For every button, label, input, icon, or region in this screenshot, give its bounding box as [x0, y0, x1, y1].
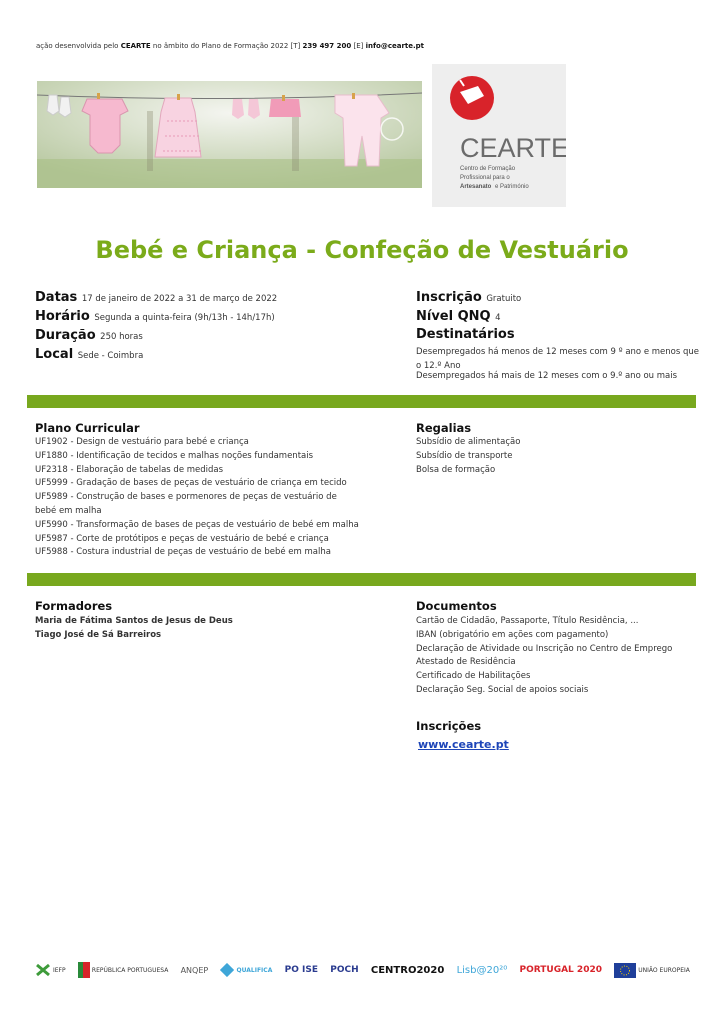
info-destinatarios-heading: Destinatários [416, 327, 515, 342]
plano-heading: Plano Curricular [35, 421, 140, 435]
eu-flag-icon [614, 963, 636, 978]
svg-text:Centro de Formação: Centro de Formação [460, 166, 516, 172]
divider-bar [27, 395, 696, 408]
documentos-list [416, 615, 706, 698]
iefp-icon [35, 963, 51, 977]
partner-ue: UNIÃO EUROPEIA [614, 963, 690, 978]
documentos-heading: Documentos [416, 599, 497, 613]
list-item: Tiago José de Sá Barreiros [35, 629, 162, 640]
partner-anqep: ANQEP [180, 965, 209, 975]
regalias-list [416, 436, 696, 477]
partner-poch: POCH [330, 965, 359, 975]
flag-icon [78, 962, 90, 978]
partner-portugal2020: PORTUGAL 2020 [519, 965, 602, 975]
info-destinatarios-2: Desempregados há mais de 12 meses com o 9.º ano ou mais [416, 371, 678, 381]
info-duracao: Duração 250 horas [35, 328, 143, 343]
list-item: IBAN (obrigatório em ações com pagamento) [416, 629, 609, 640]
list-item: Subsídio de transporte [416, 450, 513, 461]
cearte-logo [432, 64, 566, 207]
list-item: UF5989 - Construção de bases e pormenores de peças de vestuário de bebé em malha [35, 492, 337, 516]
info-destinatarios-1: Desempregados há menos de 12 meses com 9 º ano e menos que o 12.º Ano [416, 347, 699, 371]
divider-bar [27, 573, 696, 586]
list-item: Maria de Fátima Santos de Jesus de Deus [35, 616, 233, 626]
info-horario: Horário Segunda a quinta-feira (9h/13h - 14h/17h) [35, 309, 275, 324]
list-item: UF5988 - Costura industrial de peças de vestuário de bebé em malha [35, 547, 331, 558]
partner-centro2020: CENTRO2020 [370, 964, 445, 976]
partner-qualifica: QUALIFICA [220, 963, 272, 977]
page-title: Bebé e Criança - Confeção de Vestuário [95, 236, 629, 264]
info-datas: Datas 17 de janeiro de 2022 a 31 de março de 2022 [35, 290, 278, 305]
list-item: Bolsa de formação [416, 464, 496, 475]
list-item: UF1880 - Identificação de tecidos e malhas noções fundamentais [35, 450, 314, 461]
logo-name: CEARTE [460, 133, 566, 163]
qualifica-icon [220, 963, 234, 977]
baby-clothes-illustration [37, 81, 422, 188]
list-item: UF2318 - Elaboração de tabelas de medidas [35, 464, 224, 475]
list-item: UF5999 - Gradação de bases de peças de vestuário de criança em tecido [35, 478, 347, 489]
header-line: ação desenvolvida pelo CEARTE no âmbito do Plano de Formação 2022 [T] 239 497 200 [E] info@cearte.pt [36, 42, 425, 50]
list-item: Atestado de Residência [416, 657, 516, 668]
list-item: UF5987 - Corte de protótipos e peças de vestuário de bebé e criança [35, 533, 329, 544]
list-item: UF1902 - Design de vestuário para bebé e criança [35, 437, 249, 447]
formadores-heading: Formadores [35, 599, 113, 613]
formadores-list [35, 615, 365, 643]
partner-lisboa2020: Lisb@20²⁰ [456, 964, 508, 976]
header-photo [37, 81, 422, 188]
plano-list [35, 436, 360, 560]
partner-republica: REPÚBLICA PORTUGUESA [78, 962, 168, 978]
cearte-logo-mark [432, 64, 566, 207]
list-item: UF5990 - Transformação de bases de peças de vestuário de bebé em malha [35, 519, 359, 530]
list-item: Cartão de Cidadão, Passaporte, Título Residência, ... [416, 616, 639, 626]
partner-logos [35, 952, 690, 988]
info-local: Local Sede - Coimbra [35, 347, 144, 362]
list-item: Certificado de Habilitações [416, 671, 531, 682]
regalias-heading: Regalias [416, 421, 472, 435]
svg-text:Profissional para o: Profissional para o [460, 175, 510, 181]
list-item: Declaração Seg. Social de apoios sociais [416, 684, 589, 695]
partner-po-ise: PO ISE [284, 965, 318, 975]
inscricoes-heading: Inscrições [416, 719, 482, 733]
info-nivel-qnq: Nível QNQ 4 [416, 309, 501, 324]
list-item: Declaração de Atividade ou Inscrição no Centro de Emprego [416, 643, 673, 654]
svg-text:Artesanato e Património: Artesanato e Património [460, 184, 529, 190]
inscricoes-link[interactable]: www.cearte.pt [418, 738, 509, 751]
info-inscricao: Inscrição Gratuito [416, 290, 522, 305]
list-item: Subsídio de alimentação [416, 437, 521, 447]
partner-iefp: IEFP [35, 963, 66, 977]
